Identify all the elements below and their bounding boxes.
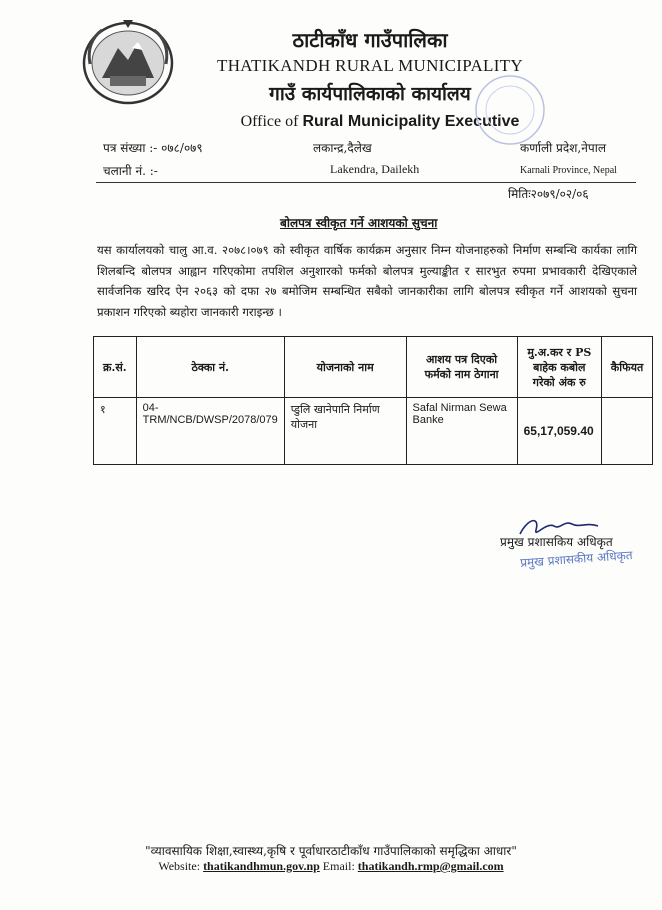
municipality-name-np: ठाटीकाँध गाउँपालिका	[292, 28, 448, 52]
footer-slogan: "व्यावसायिक शिक्षा,स्वास्थ्य,कृषि र पूर्वाधारठाटीकाँध गाउँपालिकाको समृद्धिका आधार"	[145, 844, 517, 858]
cell-sn: १	[94, 398, 137, 465]
reference-number: पत्र संख्या :- ०७८/०७९	[103, 141, 203, 155]
notice-date: मितिः२०७९/०२/०६	[508, 187, 589, 201]
signatory-title: प्रमुख प्रशासकिय अधिकृत	[500, 535, 613, 549]
email-link[interactable]: thatikandh.rmp@gmail.com	[357, 859, 504, 873]
col-header-firm: आशय पत्र दिएको फर्मको नाम ठेगाना	[406, 337, 517, 398]
website-label: Website:	[158, 859, 201, 873]
location-np: लकान्द्र,दैलेख	[313, 141, 372, 155]
municipality-emblem	[80, 18, 176, 108]
notice-subject: बोलपत्र स्वीकृत गर्ने आशयको सुचना	[280, 216, 438, 230]
col-header-remarks: कैफियत	[602, 337, 653, 398]
location-en: Lakendra, Dailekh	[330, 162, 420, 176]
email-label: Email:	[322, 859, 355, 873]
cell-contract-no: 04-TRM/NCB/DWSP/2078/079	[136, 398, 284, 465]
header-divider	[96, 182, 636, 183]
signatory-stamp: प्रमुख प्रशासकीय अधिकृत	[519, 548, 634, 570]
office-en-bold: Rural Municipality Executive	[302, 113, 520, 130]
cell-project-name: प्डुलि खानेपानि निर्माण योजना	[284, 398, 406, 465]
province-en: Karnali Province, Nepal	[520, 165, 617, 176]
footer-contact	[0, 859, 662, 874]
office-stamp	[470, 70, 550, 150]
col-header-contract-no: ठेक्का नं.	[136, 337, 284, 398]
dispatch-number: चलानी नं. :-	[103, 164, 158, 178]
office-name-np: गाउँ कार्यपालिकाको कार्यालय	[269, 83, 471, 105]
bid-table	[93, 336, 653, 465]
municipality-name-en: THATIKANDH RURAL MUNICIPALITY	[217, 56, 523, 75]
col-header-amount: मु.अ.कर र PS बाहेक कबोल गरेको अंक रु	[517, 337, 601, 398]
province-np: कर्णाली प्रदेश,नेपाल	[520, 141, 606, 155]
table-header-row	[94, 337, 653, 398]
notice-body: यस कार्यालयको चालु आ.व. २०७८।०७९ को स्वीकृत वार्षिक कार्यक्रम अनुसार निम्न योजनाहरुको निर्माण सम्बन्धि कार्यका लागि शिलबन्दि बोलपत्र आह्वान गरिएकोमा तपशिल अनुशारको फर्मको बोलपत्र मुल्याङ्कीत र सारभुत रुपमा प्रभावकारी देखिएकाले सार्वजनिक खरिद ऐन २०६३ को दफा २७ बमोजिम सम्बन्धित सबैको जानकारीका लागि बोलपत्र स्वीकृत गर्ने आशयको सुचना प्रकाशन गरिएको ब्यहोरा जानकारी गराइन्छ ।	[97, 243, 637, 319]
table-row	[94, 398, 653, 465]
cell-remarks	[602, 398, 653, 465]
website-link[interactable]: thatikandhmun.gov.np	[203, 859, 320, 873]
cell-amount: 65,17,059.40	[517, 398, 601, 465]
cell-firm: Safal Nirman Sewa Banke	[406, 398, 517, 465]
office-en-prefix: Office of	[240, 113, 299, 130]
col-header-project-name: योजनाको नाम	[284, 337, 406, 398]
col-header-sn: क्र.सं.	[94, 337, 137, 398]
